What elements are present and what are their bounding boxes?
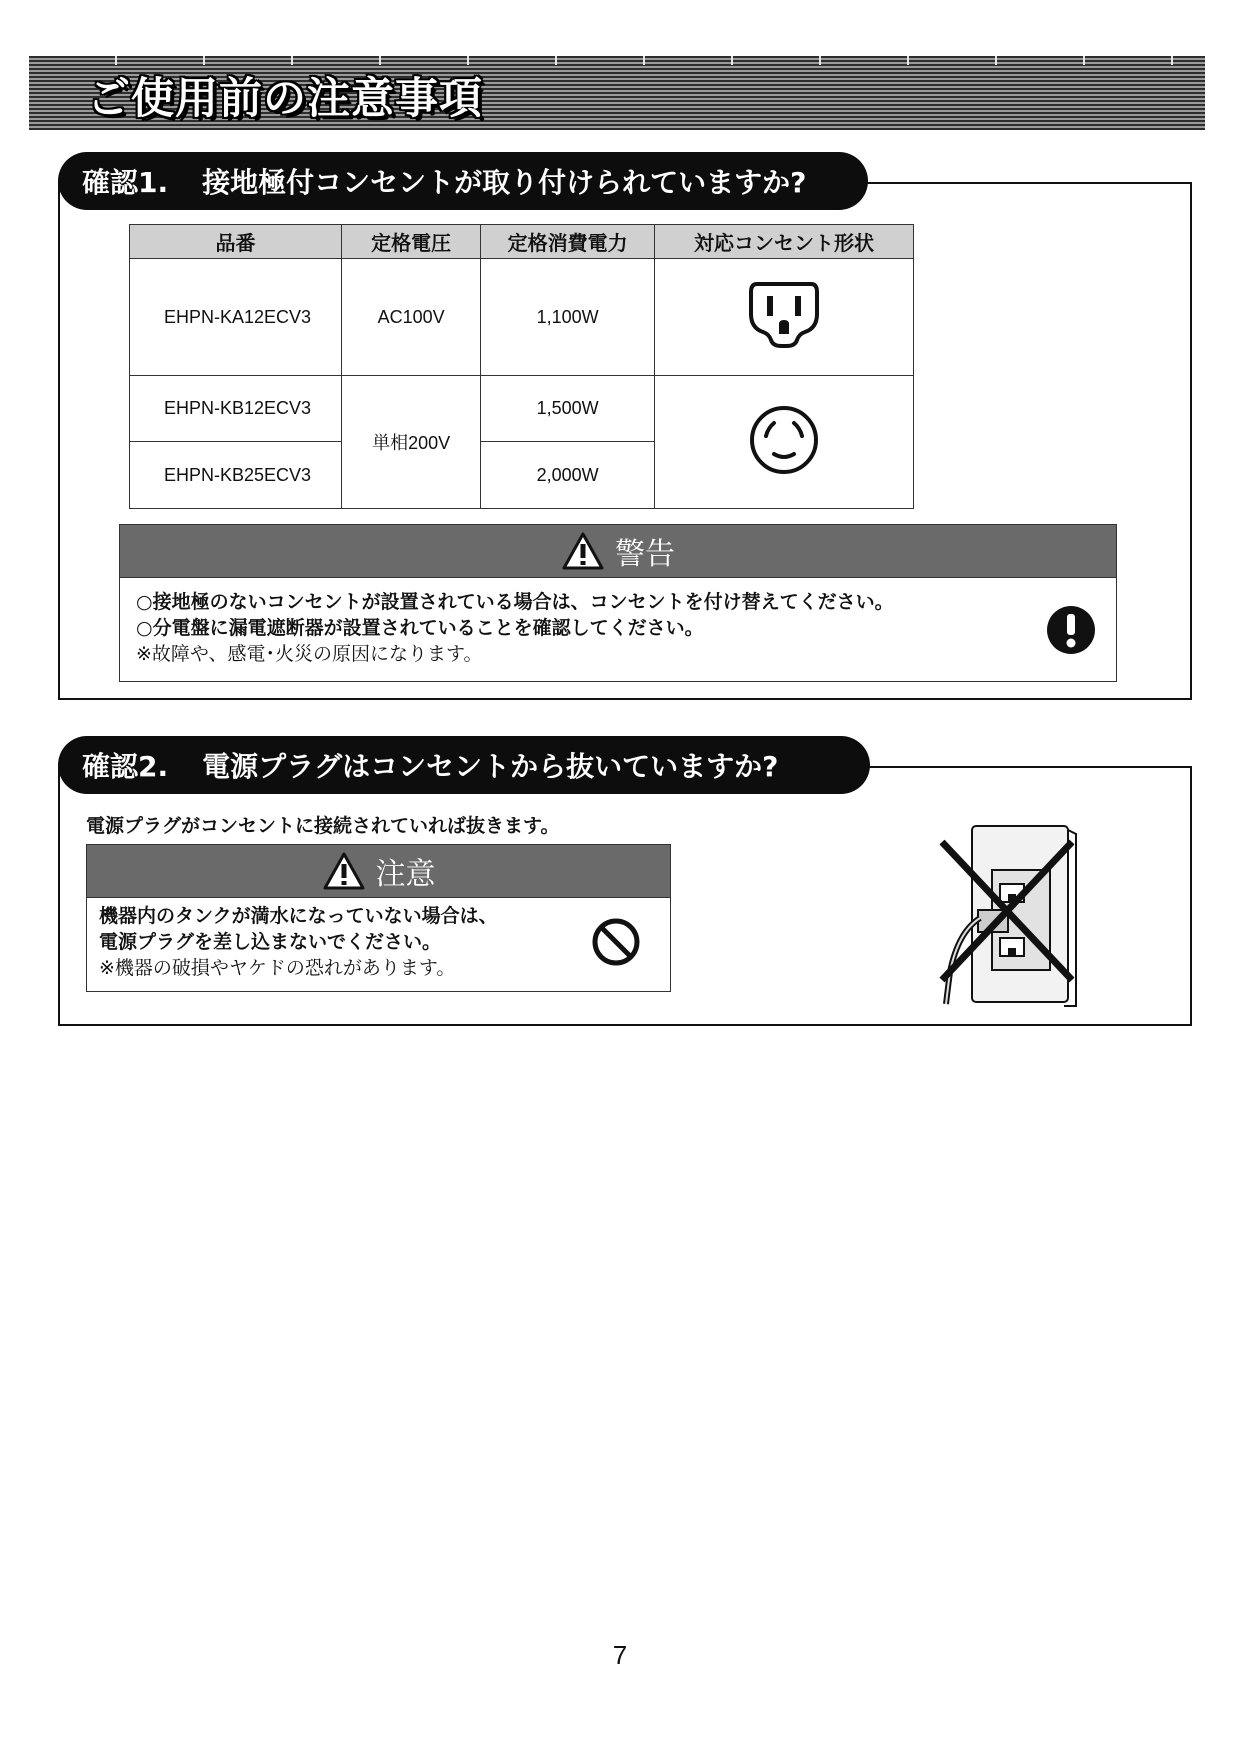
section1-number: 確認1. [82,166,169,199]
warning-note: ※故障や、感電･火災の原因になります。 [136,643,483,665]
outlet-200v-icon [748,404,820,476]
section2-heading [58,736,870,794]
table-row [130,376,914,442]
model-cell: EHPN-KA12ECV3 [130,259,342,376]
voltage-cell: AC100V [342,259,481,376]
caution-label: 注意 [375,857,436,892]
section1-heading [58,152,868,210]
power-cell: 2,000W [481,442,655,509]
outlet-cell [655,376,914,509]
caution-body [99,903,579,981]
warning-line: ○接地極のないコンセントが設置されている場合は、コンセントを付け替えてください。 [136,591,894,613]
caution-box [86,844,671,992]
header-outlet: 対応コンセント形状 [655,225,914,259]
model-cell: EHPN-KB12ECV3 [130,376,342,442]
section2-number: 確認2. [82,750,169,783]
caution-line: 電源プラグを差し込まないでください。 [99,931,442,953]
section2-intro: 電源プラグがコンセントに接続されていれば抜きます。 [86,815,560,837]
header-banner [29,56,1205,130]
mandatory-exclamation-icon [1046,605,1096,655]
prohibited-icon [591,917,641,967]
warning-body [136,589,1036,667]
caution-triangle-icon [322,851,366,891]
table-header-row [130,225,914,259]
warning-label: 警告 [615,537,675,572]
outlet-100v-icon [747,280,821,350]
power-cell: 1,500W [481,376,655,442]
caution-line: 機器内のタンクが満水になっていない場合は、 [99,905,498,927]
header-model: 品番 [130,225,342,259]
unplugged-outlet-illustration [928,822,1088,1012]
caution-header [87,845,670,898]
voltage-cell: 単相200V [342,376,481,509]
warning-line: ○分電盤に漏電遮断器が設置されていることを確認してください。 [136,617,704,639]
spec-table [129,224,914,509]
warning-header [120,525,1116,578]
table-row [130,259,914,376]
outlet-cell [655,259,914,376]
warning-box [119,524,1117,682]
caution-note: ※機器の破損やヤケドの恐れがあります。 [99,957,456,979]
section1-title: 接地極付コンセントが取り付けられていますか? [202,166,807,199]
warning-triangle-icon [561,531,605,571]
header-voltage: 定格電圧 [342,225,481,259]
header-power: 定格消費電力 [481,225,655,259]
power-cell: 1,100W [481,259,655,376]
page-title: ご使用前の注意事項 [87,74,483,124]
model-cell: EHPN-KB25ECV3 [130,442,342,509]
section2-title: 電源プラグはコンセントから抜いていますか? [202,750,779,783]
page-number: 7 [612,1640,628,1670]
